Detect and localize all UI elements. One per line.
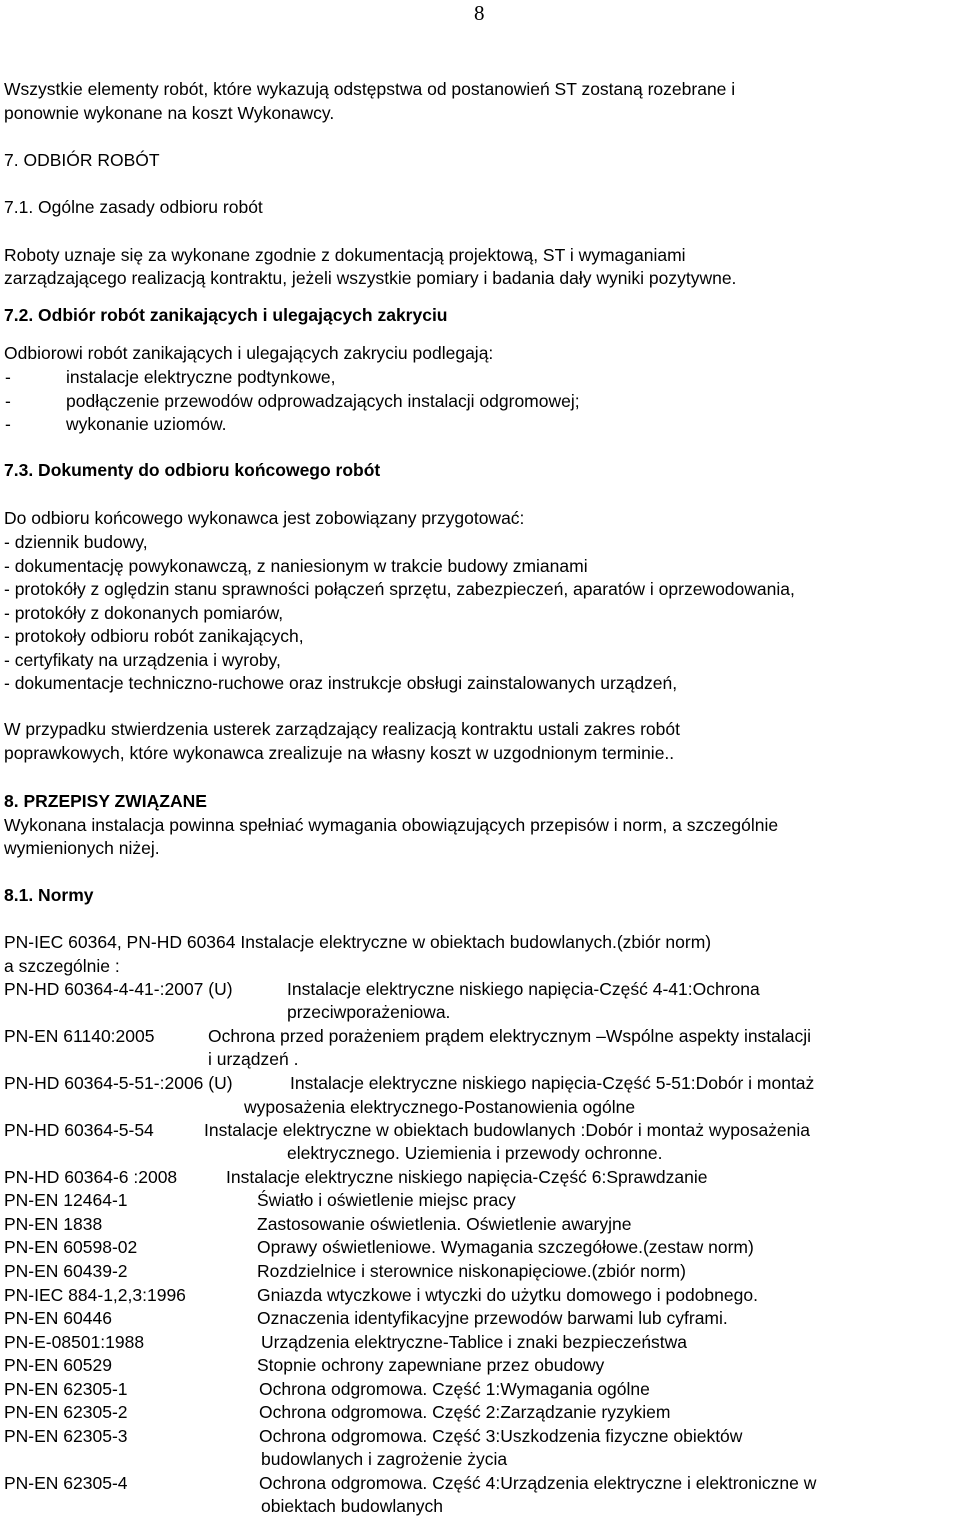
norm-code: PN-EN 60446 [4,1308,112,1328]
norm-description: Urządzenia elektryczne-Tablice i znaki bezpieczeństwa [261,1332,688,1352]
norm-description: Zastosowanie oświetlenia. Oświetlenie awaryjne [257,1214,632,1234]
section-7-3-item: - dokumentację powykonawczą, z naniesionym w trakcie budowy zmianami [4,556,588,576]
norm-description-cont: elektrycznego. Uziemienia i przewody ochronne. [287,1143,663,1163]
section-8-text-line-2: wymienionych niżej. [4,838,160,858]
norm-code: PN-HD 60364-4-41-:2007 (U) [4,979,233,999]
norm-description: Ochrona odgromowa. Część 3:Uszkodzenia fizyczne obiektów [259,1426,743,1446]
norm-code: PN-EN 62305-2 [4,1402,128,1422]
norm-description: Ochrona odgromowa. Część 2:Zarządzanie ryzykiem [259,1402,671,1422]
intro-line-2: ponownie wykonane na koszt Wykonawcy. [4,103,335,123]
section-7-3-item: - protokoły odbioru robót zanikających, [4,626,304,646]
intro-line-1: Wszystkie elementy robót, które wykazują odstępstwa od postanowień ST zostaną rozebrane i [4,79,736,99]
norm-code: PN-EN 62305-4 [4,1473,128,1493]
norm-description: Oznaczenia identyfikacyjne przewodów barwami lub cyframi. [257,1308,728,1328]
list-item-text: wykonanie uziomów. [66,414,227,434]
norms-head-line-2: a szczególnie : [4,956,120,976]
section-8-heading: 8. PRZEPISY ZWIĄZANE [4,791,207,811]
norm-description: Instalacje elektryczne w obiektach budowlanych :Dobór i montaż wyposażenia [204,1120,811,1140]
section-7-1-heading: 7.1. Ogólne zasady odbioru robót [4,197,263,217]
section-7-3-lead: Do odbioru końcowego wykonawca jest zobowiązany przygotować: [4,508,525,528]
norm-code: PN-EN 62305-1 [4,1379,128,1399]
norm-code: PN-EN 61140:2005 [4,1026,155,1046]
norm-code: PN-E-08501:1988 [4,1332,145,1352]
norm-code: PN-EN 62305-3 [4,1426,128,1446]
section-7-3-para-line-2: poprawkowych, które wykonawca zrealizuje na własny koszt w uzgodnionym terminie.. [4,743,675,763]
list-item-text: instalacje elektryczne podtynkowe, [66,367,336,387]
norm-code: PN-EN 60439-2 [4,1261,128,1281]
section-8-text-line-1: Wykonana instalacja powinna spełniać wymagania obowiązujących przepisów i norm, a szczególnie [4,815,779,835]
page-number: 8 [474,1,485,25]
norm-code: PN-EN 1838 [4,1214,103,1234]
norm-description: Światło i oświetlenie miejsc pracy [257,1190,516,1210]
list-dash: - [5,367,11,387]
norm-description-cont: i urządzeń . [208,1049,299,1069]
section-7-3-para-line-1: W przypadku stwierdzenia usterek zarządzający realizacją kontraktu ustali zakres robót [4,719,680,739]
norm-description-cont: budowlanych i zagrożenie życia [261,1449,508,1469]
norm-description: Rozdzielnice i sterownice niskonapięciowe.(zbiór norm) [257,1261,686,1281]
norm-code: PN-IEC 884-1,2,3:1996 [4,1285,186,1305]
section-7-3-item: - protokóły z dokonanych pomiarów, [4,603,284,623]
norm-description-cont: przeciwporażeniowa. [287,1002,451,1022]
norm-code: PN-HD 60364-5-54 [4,1120,154,1140]
section-8-1-heading: 8.1. Normy [4,885,94,905]
norm-code: PN-EN 60529 [4,1355,112,1375]
norm-description: Ochrona odgromowa. Część 4:Urządzenia elektryczne i elektroniczne w [259,1473,817,1493]
list-dash: - [5,414,11,434]
norm-description: Instalacje elektryczne niskiego napięcia-Część 5-51:Dobór i montaż [290,1073,815,1093]
norm-code: PN-EN 60598-02 [4,1237,138,1257]
section-7-3-item: - certyfikaty na urządzenia i wyroby, [4,650,281,670]
list-dash: - [5,391,11,411]
norm-code: PN-HD 60364-5-51-:2006 (U) [4,1073,233,1093]
norms-head-line-1: PN-IEC 60364, PN-HD 60364 Instalacje elektryczne w obiektach budowlanych.(zbiór norm) [4,932,712,952]
section-7-heading: 7. ODBIÓR ROBÓT [4,150,160,170]
norm-description: Ochrona przed porażeniem prądem elektrycznym –Wspólne aspekty instalacji [208,1026,812,1046]
section-7-2-lead: Odbiorowi robót zanikających i ulegających zakryciu podlegają: [4,343,494,363]
list-item-text: podłączenie przewodów odprowadzających instalacji odgromowej; [66,391,580,411]
section-7-1-text-line-2: zarządzającego realizacją kontraktu, jeżeli wszystkie pomiary i badania dały wyniki pozytywne. [4,268,737,288]
norm-description: Ochrona odgromowa. Część 1:Wymagania ogólne [259,1379,650,1399]
norm-description: Oprawy oświetleniowe. Wymagania szczegółowe.(zestaw norm) [257,1237,754,1257]
section-7-3-item: - dokumentacje techniczno-ruchowe oraz instrukcje obsługi zainstalowanych urządzeń, [4,673,678,693]
section-7-3-item: - dziennik budowy, [4,532,148,552]
norm-description: Instalacje elektryczne niskiego napięcia-Część 4-41:Ochrona [287,979,760,999]
norm-description-cont: wyposażenia elektrycznego-Postanowienia ogólne [244,1097,636,1117]
section-7-2-heading: 7.2. Odbiór robót zanikających i ulegających zakryciu [4,305,448,325]
norm-description-cont: obiektach budowlanych [261,1496,443,1516]
section-7-3-heading: 7.3. Dokumenty do odbioru końcowego robót [4,460,381,480]
norm-code: PN-EN 12464-1 [4,1190,128,1210]
norm-description: Instalacje elektryczne niskiego napięcia-Część 6:Sprawdzanie [226,1167,708,1187]
section-7-3-item: - protokóły z oględzin stanu sprawności połączeń sprzętu, zabezpieczeń, aparatów i oprzewodowania, [4,579,795,599]
section-7-1-text-line-1: Roboty uznaje się za wykonane zgodnie z dokumentacją projektową, ST i wymaganiami [4,245,686,265]
norm-code: PN-HD 60364-6 :2008 [4,1167,178,1187]
norm-description: Stopnie ochrony zapewniane przez obudowy [257,1355,605,1375]
norm-description: Gniazda wtyczkowe i wtyczki do użytku domowego i podobnego. [257,1285,758,1305]
